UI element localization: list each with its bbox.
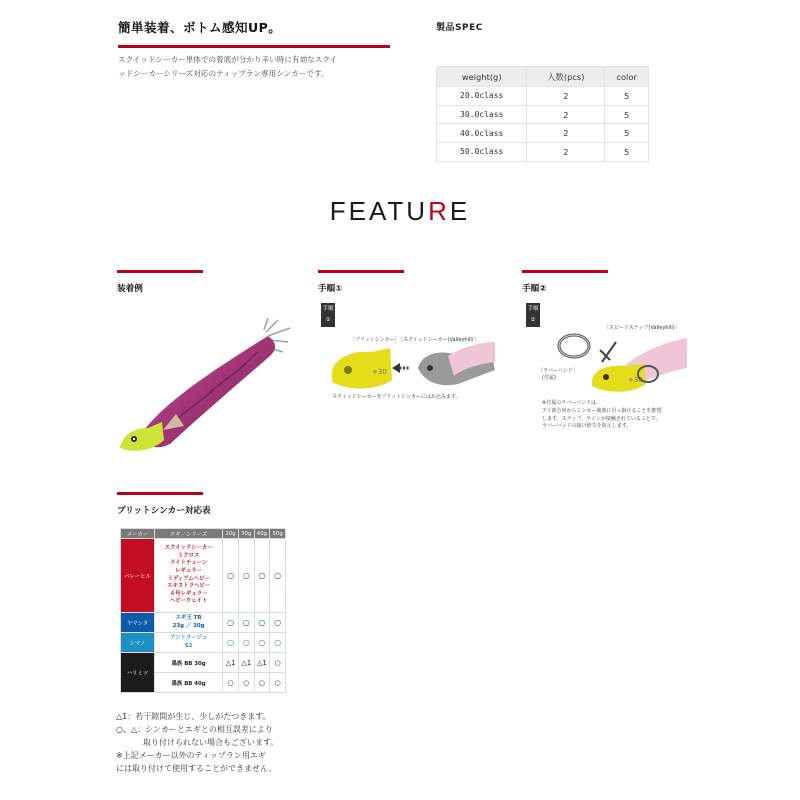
step2-note — [542, 400, 661, 431]
product-cell — [155, 539, 223, 613]
compat-mark: ○ — [223, 673, 239, 693]
product-name: S2 — [184, 642, 193, 649]
compat-mark: ○ — [270, 539, 286, 613]
compat-mark: ○ — [238, 633, 254, 653]
section-label-step1: 手順① — [318, 284, 343, 294]
product-cell — [155, 613, 223, 633]
product-name: ミディアムヘビー — [167, 575, 210, 582]
step2-illustration — [552, 328, 687, 398]
product-name: 23g ／ 30g — [172, 622, 205, 629]
compat-mark: △1 — [223, 653, 239, 673]
table-row — [121, 633, 286, 653]
product-name: ４号レギュラー — [169, 590, 208, 597]
section-label-compat: プリットシンカー対応表 — [117, 506, 211, 516]
table-row — [437, 124, 649, 143]
product-name: エギ王 TR — [175, 614, 202, 621]
note-line: ○、△：シンカーとエギとの相互誤差により — [116, 725, 273, 734]
spec-cell: 2 — [527, 124, 605, 143]
step1-tag-label: 手順 — [322, 306, 334, 312]
maker-yamashita: ヤマシタ — [121, 613, 155, 633]
compat-mark: ○ — [254, 673, 270, 693]
step2-callout-band-sub: (付属) — [542, 375, 556, 381]
feature-title — [0, 196, 800, 227]
step2-tag-number: ② — [530, 317, 536, 323]
step1-tag — [321, 303, 335, 327]
compat-mark: ○ — [270, 613, 286, 633]
compat-mark: ○ — [270, 633, 286, 653]
compat-header-50g: 50g — [270, 529, 286, 539]
spec-header-weight: weight(g) — [437, 67, 527, 87]
product-name: ライトチューン — [169, 560, 208, 567]
compat-mark: ○ — [254, 613, 270, 633]
section-label-example: 装着例 — [117, 284, 143, 294]
compat-header-maker: メーカー — [121, 529, 155, 539]
step2-note-line: ラバーバンドの抜け紛失を防止します。 — [542, 423, 632, 430]
intro-heading: 簡単装着、ボトム感知UP。 — [118, 20, 282, 35]
intro-block — [118, 18, 393, 81]
compat-mark: △1 — [254, 653, 270, 673]
feature-title-part: E — [449, 196, 471, 226]
compat-mark: ○ — [223, 539, 239, 613]
compat-header-20g: 20g — [223, 529, 239, 539]
step1-sinker-mark: +30 — [372, 368, 387, 376]
table-row — [437, 87, 649, 106]
compat-mark: ○ — [270, 673, 286, 693]
step1-callout-sinker: ［プリットシンカー］ — [350, 337, 400, 343]
lure-stripes — [178, 352, 258, 418]
section-divider — [522, 270, 608, 273]
compat-mark: ○ — [238, 673, 254, 693]
section-compat — [117, 492, 211, 516]
table-row — [121, 653, 286, 673]
step1-arrow — [392, 363, 410, 373]
spec-cell: 5 — [605, 87, 649, 106]
intro-line-2: ッドシーカーシリーズ対応のティップラン専用シンカーです。 — [118, 69, 329, 78]
product-name: レギュラー — [175, 567, 203, 574]
compat-header-30g: 30g — [238, 529, 254, 539]
spec-cell: 30.0class — [437, 105, 527, 124]
note-line: には取り付けて使用することができません。 — [116, 764, 277, 773]
product-name: ヘビーウェイト — [169, 598, 208, 605]
compat-mark: ○ — [270, 653, 286, 673]
product-cell — [155, 633, 223, 653]
spec-cell: 50.0class — [437, 143, 527, 162]
table-row — [437, 143, 649, 162]
product-name: アントラージュ — [169, 634, 208, 641]
table-row — [437, 105, 649, 124]
spec-cell: 2 — [527, 105, 605, 124]
spec-cell: 5 — [605, 105, 649, 124]
step2-note-line: アイ部方向からシンカー後部に引っ掛けることを推奨 — [542, 407, 662, 414]
spec-cell: 5 — [605, 124, 649, 143]
compat-header-series: エギ／シリーズ — [155, 529, 223, 539]
maker-harimitsu: ハリミツ — [121, 653, 155, 693]
step2-note-line: します。スナップ、ラインが接触されていることで、 — [542, 415, 661, 422]
section-divider — [117, 492, 203, 495]
spec-cell: 2 — [527, 143, 605, 162]
step2-callout-band-label: ［ラバーバンド］ — [538, 368, 578, 374]
spec-header-pcs: 入数(pcs) — [527, 67, 605, 87]
step1-caption: スクイッドシーカーをプリットシンカーにはめ込みます。 — [332, 394, 461, 400]
feature-title-part: FEATU — [329, 196, 429, 226]
compat-mark: ○ — [238, 613, 254, 633]
spec-table — [436, 66, 649, 162]
maker-valleyhill: バレーヒル — [121, 539, 155, 613]
compat-table — [120, 528, 286, 693]
spec-header-color: color — [605, 67, 649, 87]
step2-note-line: ※付属のラバーバンドは、 — [542, 400, 601, 406]
maker-shimano: シマノ — [121, 633, 155, 653]
step2-tag-label: 手順 — [527, 306, 539, 312]
section-example — [117, 270, 203, 294]
compat-mark: ○ — [254, 633, 270, 653]
product-name: 墨族 BB 40g — [155, 673, 223, 693]
note-line: 取り付けられない場合もございます。 — [143, 738, 279, 747]
product-name: スクイッドシーカー — [164, 545, 213, 552]
table-row — [121, 613, 286, 633]
feature-title-accent: R — [428, 196, 450, 226]
product-name: 墨族 BB 30g — [155, 653, 223, 673]
product-name: エキストラヘビー — [167, 583, 210, 590]
step2-callout-snap: ［スピードスナップ(Valleyhill)］ — [604, 325, 680, 331]
section-divider — [318, 270, 404, 273]
step2-tag — [526, 303, 540, 327]
compat-mark: ○ — [238, 539, 254, 613]
spec-cell: 40.0class — [437, 124, 527, 143]
spec-block — [436, 20, 650, 162]
note-line: ※上記メーカー以外のティップラン用エギ — [116, 751, 266, 760]
step1-illustration — [330, 340, 495, 395]
compat-mark: ○ — [254, 539, 270, 613]
spec-cell: 5 — [605, 143, 649, 162]
compat-notes — [116, 710, 278, 775]
section-divider — [117, 270, 203, 273]
section-step2 — [522, 270, 608, 294]
compat-mark: ○ — [223, 613, 239, 633]
step1-tag-number: ① — [325, 317, 331, 323]
spec-title: 製品SPEC — [436, 23, 483, 33]
compat-mark: ○ — [223, 633, 239, 653]
lure-illustration — [118, 318, 293, 458]
note-line: △1：若干隙間が生じ、少しがたつきます。 — [116, 712, 271, 721]
product-name: ミクロス — [177, 552, 200, 559]
spec-cell: 2 — [527, 87, 605, 106]
section-label-step2: 手順② — [522, 284, 547, 294]
section-step1 — [318, 270, 404, 294]
compat-header-40g: 40g — [254, 529, 270, 539]
intro-text — [118, 53, 393, 81]
intro-divider — [118, 45, 390, 48]
step1-callout-seeker: ［スクイッドシーカー(Valleyhill)］ — [398, 337, 479, 343]
table-row — [121, 539, 286, 613]
compat-mark: △1 — [238, 653, 254, 673]
spec-cell: 20.0class — [437, 87, 527, 106]
intro-line-1: スクイッドシーカー単体での着底が分かり辛い時に有効なスクイ — [118, 55, 338, 64]
step2-sinker-mark: +30 — [628, 376, 643, 384]
